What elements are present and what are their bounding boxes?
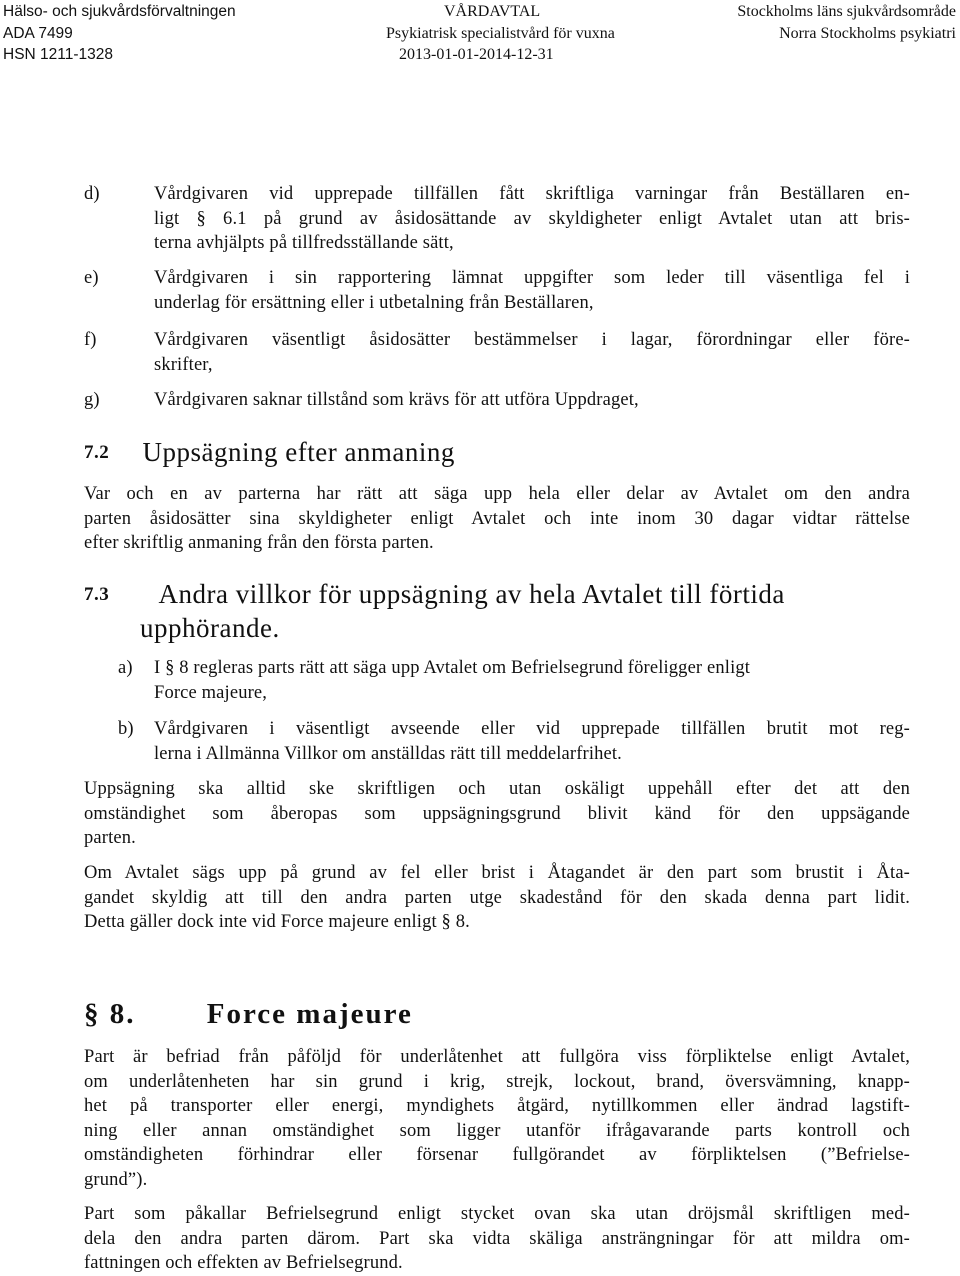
paragraph-line: om underlåtenheten har sin grund i krig, strejk, lockout, brand, översvämning, knapp- — [84, 1071, 910, 1092]
section-number: § 8. — [84, 998, 136, 1030]
section-8-heading — [84, 998, 413, 1031]
section-8-paragraph-1 — [84, 1045, 910, 1192]
paragraph-line: omständighet som åberopas som uppsägningsgrund blivit känd för den uppsägande — [84, 803, 910, 824]
list-label: d) — [84, 184, 100, 204]
paragraph-line: Var och en av parterna har rätt att säga upp hela eller delar av Avtalet om den andra — [84, 484, 910, 504]
header-region: Stockholms läns sjukvårdsområde — [737, 3, 956, 20]
paragraph-line: het på transporter eller energi, myndighets åtgärd, nytillkommen eller ändrad lagstift- — [84, 1096, 910, 1116]
list-item-f — [84, 328, 910, 380]
header-left — [3, 1, 236, 66]
list-line: Vårdgivaren i väsentligt avseende eller vid upprepade tillfällen brutit mot reg- — [154, 719, 910, 739]
section-number: 7.3 — [84, 584, 110, 605]
paragraph-line: Uppsägning ska alltid ske skriftligen och utan oskäligt uppehåll efter det att den — [84, 779, 910, 799]
list-item-e — [84, 266, 910, 318]
list-line: Vårdgivaren saknar tillstånd som krävs för att utföra Uppdraget, — [154, 390, 639, 410]
paragraph-line: dela den andra parten därom. Part ska vidta skäliga ansträngningar för att mildra om- — [84, 1228, 910, 1249]
header-center — [386, 1, 615, 66]
list-label: g) — [84, 390, 100, 410]
section-title-cont: upphörande. — [140, 613, 280, 643]
header-period: 2013-01-01-2014-12-31 — [399, 46, 554, 63]
list-item-g — [84, 388, 910, 414]
list-line: terna avhjälpts på tillfredsställande sätt, — [154, 233, 454, 253]
header-unit: Norra Stockholms psykiatri — [779, 24, 956, 42]
list-line: I § 8 regleras parts rätt att säga upp Avtalet om Befrielsegrund föreligger enligt — [154, 658, 751, 678]
paragraph-line: efter skriftlig anmaning från den första parten. — [84, 533, 434, 553]
list-line: ligt § 6.1 på grund av åsidosättande av skyldigheter enligt Avtalet utan att bris- — [154, 208, 910, 229]
paragraph-line: Part som påkallar Befrielsegrund enligt stycket ovan ska utan dröjsmål skriftligen med- — [84, 1204, 910, 1224]
section-number: 7.2 — [84, 442, 110, 463]
section-7-3-heading-cont — [140, 612, 280, 644]
header-hsn: HSN 1211-1328 — [3, 46, 114, 63]
list-line: Vårdgivaren i sin rapportering lämnat uppgifter som leder till väsentliga fel i — [154, 268, 910, 288]
section-7-2-paragraph — [84, 482, 910, 556]
list-line: Force majeure, — [154, 682, 268, 703]
paragraph-line: Detta gäller dock inte vid Force majeure enligt § 8. — [84, 912, 470, 932]
paragraph-line: parten åsidosätter sina skyldigheter enligt Avtalet och inte inom 30 dagar vidtar rättelse — [84, 508, 910, 529]
section-8-paragraph-2 — [84, 1202, 910, 1276]
paragraph-line: Part är befriad från påföljd för underlåtenhet att fullgöra viss förpliktelse enligt Avtalet, — [84, 1047, 910, 1067]
list-item-a — [84, 656, 910, 708]
paragraph-line: grund”). — [84, 1169, 148, 1190]
list-line: Vårdgivaren väsentligt åsidosätter bestämmelser i lagar, förordningar eller före- — [154, 330, 910, 350]
paragraph-line: fattningen och effekten av Befrielsegrund. — [84, 1253, 403, 1273]
section-title: Andra villkor för uppsägning av hela Avtalet till förtida — [158, 579, 785, 609]
paragraph-line: Om Avtalet sägs upp på grund av fel eller brist i Åtagandet är den part som brustit i Åta- — [84, 863, 910, 883]
list-label: b) — [118, 719, 134, 739]
section-7-3-heading — [84, 578, 785, 611]
list-line: Vårdgivaren vid upprepade tillfällen fått skriftliga varningar från Beställaren en- — [154, 184, 910, 204]
paragraph-line: ning eller annan omständighet som ligger utanför ifrågavarande parts kontroll och — [84, 1120, 910, 1141]
section-7-3-paragraph-2 — [84, 861, 910, 935]
section-7-2-heading — [84, 436, 455, 469]
header-scope: Psykiatrisk specialistvård för vuxna — [386, 24, 615, 42]
header-right — [737, 1, 956, 44]
list-label: f) — [84, 330, 97, 350]
list-label: a) — [118, 658, 133, 678]
list-line: underlag för ersättning eller i utbetalning från Beställaren, — [154, 292, 594, 313]
paragraph-line: gandet skyldig att till den andra parten utge skadestånd för den skada denna part lidit. — [84, 887, 910, 908]
list-item-b — [84, 717, 910, 769]
list-label: e) — [84, 268, 99, 288]
section-title: Uppsägning efter anmaning — [142, 437, 455, 467]
paragraph-line: omständigheten förhindrar eller försenar fullgörandet av förpliktelsen (”Befrielse- — [84, 1145, 910, 1165]
header-org: Hälso- och sjukvårdsförvaltningen — [3, 3, 236, 20]
list-item-d — [84, 182, 910, 262]
section-7-3-paragraph-1 — [84, 777, 910, 851]
section-title: Force majeure — [206, 998, 413, 1030]
list-line: skrifter, — [154, 354, 213, 375]
header-doc-type: VÅRDAVTAL — [444, 3, 541, 20]
list-line: lerna i Allmänna Villkor om anställdas rätt till meddelarfrihet. — [154, 743, 622, 764]
header-ada: ADA 7499 — [3, 24, 73, 42]
paragraph-line: parten. — [84, 828, 136, 848]
